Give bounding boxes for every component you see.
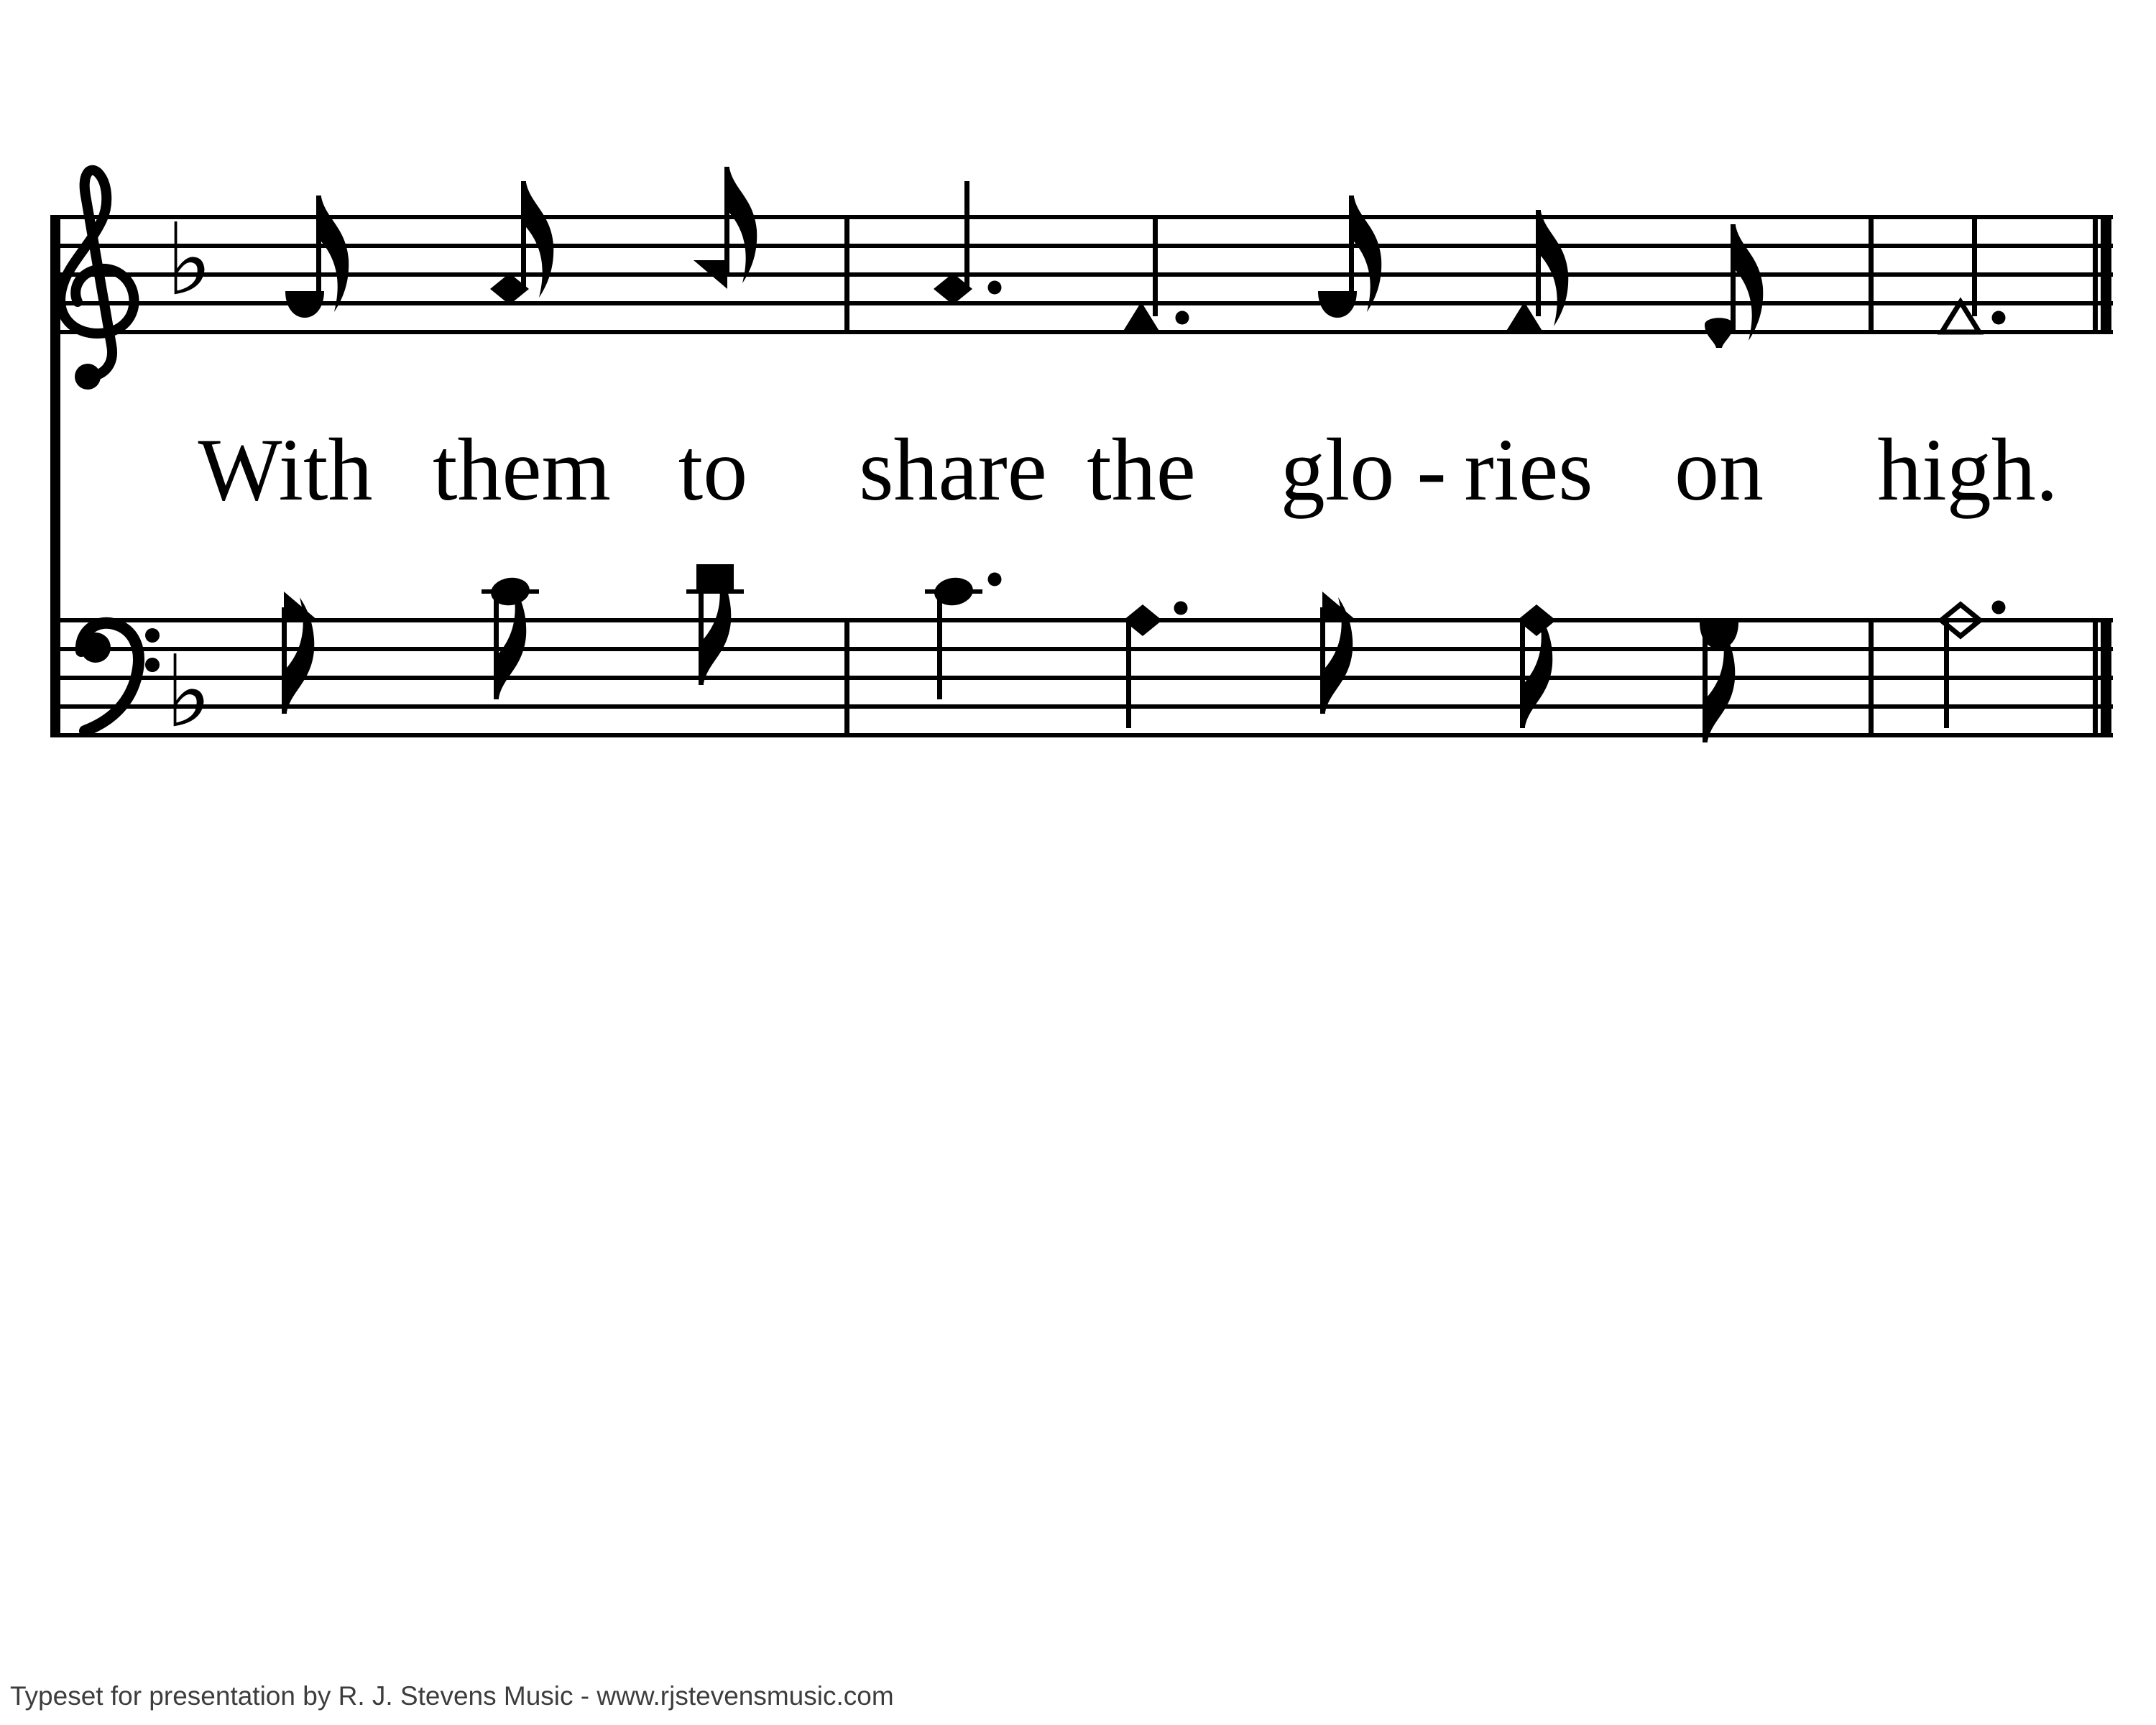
key-flat-bass-icon: ♭ <box>165 634 212 750</box>
lyric-word: the <box>1087 420 1196 519</box>
stem <box>1126 622 1131 728</box>
note-treble-ries-F4 <box>1506 210 1568 332</box>
stem <box>1153 217 1158 316</box>
staff-line <box>50 301 2113 305</box>
stem <box>964 181 969 288</box>
treble-clef-icon <box>60 170 134 390</box>
footer-credit: Typeset for presentation by R. J. Stevens Music - www.rjstevensmusic.com <box>10 1681 894 1711</box>
stem <box>724 167 729 273</box>
stem <box>1944 622 1949 728</box>
lyrics-line <box>198 420 2058 519</box>
note-treble-them-A4 <box>490 181 553 305</box>
stem <box>1972 217 1977 316</box>
final-barline-thin <box>2093 215 2098 334</box>
eighth-flag <box>729 168 757 283</box>
lyric-word: glo <box>1280 420 1395 519</box>
stem <box>1731 224 1736 331</box>
eighth-flag <box>1736 226 1763 341</box>
lyric-word: high. <box>1877 420 2058 519</box>
eighth-flag <box>321 197 349 312</box>
note-bass-to-D4 <box>686 564 744 685</box>
stem <box>699 579 704 685</box>
note-bass-With-Bb3 <box>282 592 318 714</box>
final-barline-thick <box>2101 618 2111 737</box>
augmentation-dot <box>988 573 1002 586</box>
note-treble-share-A4 <box>934 181 1002 305</box>
stem <box>1703 636 1708 742</box>
stem <box>521 181 526 288</box>
stem <box>494 593 499 699</box>
lyric-word: With <box>198 420 373 519</box>
stem <box>1349 196 1354 302</box>
note-bass-them-C4 <box>482 575 539 699</box>
eighth-flag <box>1354 197 1381 312</box>
note-treble-on-E4 <box>1705 224 1763 348</box>
key-flat-treble-icon: ♭ <box>165 202 213 318</box>
staff-line <box>50 330 2113 334</box>
barline <box>844 215 849 334</box>
augmentation-dot <box>1174 602 1188 615</box>
staff-line <box>50 733 2113 737</box>
staff-line <box>50 647 2113 651</box>
staff-line <box>50 244 2113 248</box>
augmentation-dot <box>1992 601 2006 615</box>
lyric-word: ries <box>1464 420 1593 519</box>
augmentation-dot <box>988 281 1002 295</box>
lyric-word: - <box>1416 420 1447 519</box>
final-barline-thick <box>2101 215 2111 334</box>
eighth-flag <box>1541 211 1568 326</box>
note-bass-on-G3 <box>1700 622 1738 742</box>
staff-line <box>50 215 2113 219</box>
lyric-word: share <box>859 420 1047 519</box>
stem <box>282 607 287 714</box>
note-bass-share-C4 <box>925 573 1002 700</box>
staff-line <box>50 676 2113 680</box>
note-treble-With-G4 <box>285 196 349 318</box>
stem <box>1520 622 1525 728</box>
notehead-ti <box>1705 318 1733 348</box>
lyric-word: to <box>678 420 748 519</box>
augmentation-dot <box>1176 311 1189 325</box>
augmentation-dot <box>1992 311 2006 325</box>
stem <box>1536 210 1541 316</box>
staff-line <box>50 272 2113 277</box>
notehead-fa <box>1322 592 1356 620</box>
staff-line <box>50 618 2113 622</box>
stem <box>937 593 942 699</box>
notehead-fa <box>284 592 318 620</box>
eighth-flag <box>526 183 553 298</box>
note-bass-glo-Bb3 <box>1320 592 1356 714</box>
lyric-word: on <box>1674 420 1764 519</box>
stem <box>316 196 321 302</box>
lyric-word: them <box>433 420 611 519</box>
barline <box>844 618 849 737</box>
note-bass-ries-A3 <box>1517 604 1556 728</box>
note-treble-glo-G4 <box>1318 196 1381 318</box>
note-treble-to-Bb4 <box>694 167 757 289</box>
barline <box>1869 215 1874 334</box>
final-barline-thin <box>2093 618 2098 737</box>
stem <box>1320 607 1325 714</box>
barline <box>1869 618 1874 737</box>
staff-line <box>50 704 2113 709</box>
